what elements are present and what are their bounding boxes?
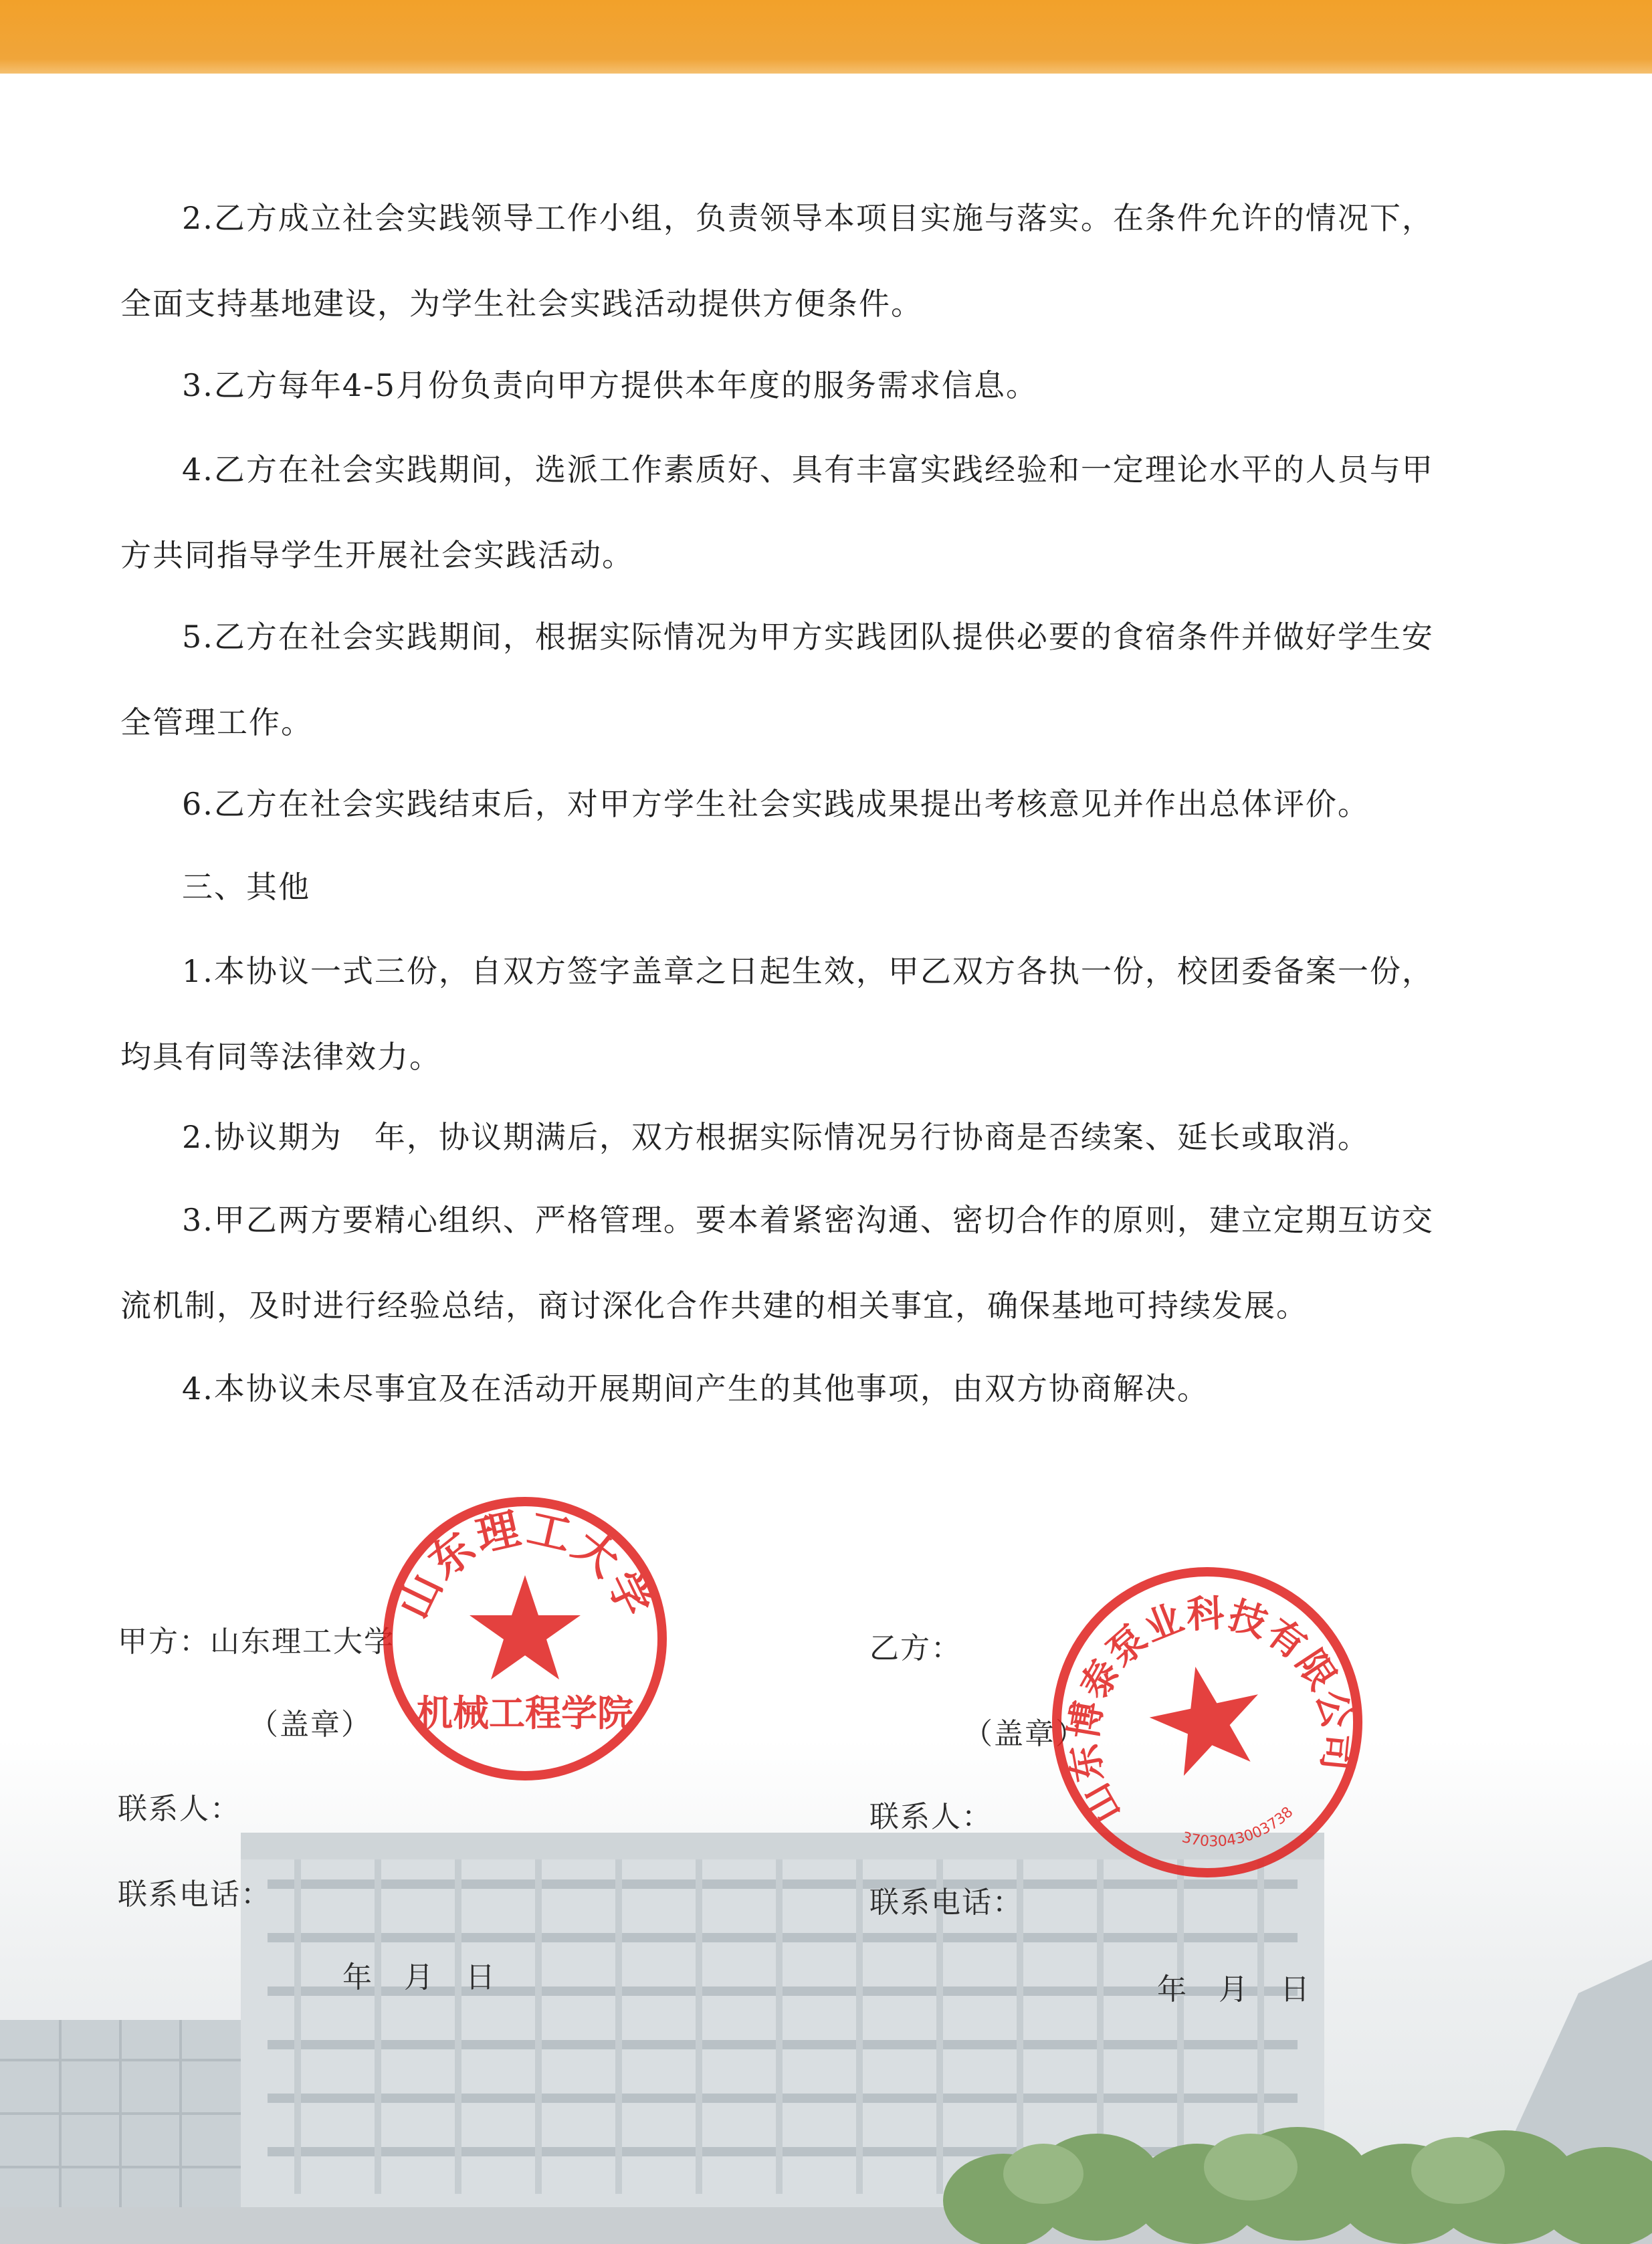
clause-line: 4.本协议未尽事宜及在活动开展期间产生的其他事项，由双方协商解决。 xyxy=(182,1370,1209,1407)
party-a-phone: 联系电话： xyxy=(118,1877,272,1912)
clause-line: 全面支持基地建设，为学生社会实践活动提供方便条件。 xyxy=(120,286,923,322)
seal-a-arc-text: 山东理工大学 xyxy=(388,1503,662,1627)
clause-o1 xyxy=(120,928,1512,1100)
clause-line: 3.乙方每年4-5月份负责向甲方提供本年度的服务需求信息。 xyxy=(182,367,1038,403)
party-a-date: 年 月 日 xyxy=(342,1960,496,1995)
clause-line: 5.乙方在社会实践期间，根据实际情况为甲方实践团队提供必要的食宿条件并做好学生安 xyxy=(182,619,1434,655)
section-heading-other xyxy=(120,844,1512,930)
party-a-label: 甲方：山东理工大学 xyxy=(118,1625,395,1659)
company-seal-stamp xyxy=(1043,1558,1371,1886)
party-b-label: 乙方： xyxy=(869,1631,962,1665)
university-seal-stamp xyxy=(375,1488,676,1789)
party-b-date: 年 月 日 xyxy=(1157,1972,1311,2007)
clause-b3 xyxy=(120,342,1512,428)
party-b-phone: 联系电话： xyxy=(869,1885,1023,1920)
party-b-contact: 联系人： xyxy=(869,1800,993,1834)
clause-o3 xyxy=(120,1177,1512,1348)
clause-b5 xyxy=(120,594,1512,765)
party-b-seal-label: （盖章） xyxy=(963,1717,1086,1751)
section-heading: 三、其他 xyxy=(182,869,310,905)
clause-line: 1.本协议一式三份，自双方签字盖章之日起生效，甲乙双方各执一份，校团委备案一份， xyxy=(182,953,1434,989)
clause-b2 xyxy=(120,175,1512,346)
seal-a-bottom-text: 机械工程学院 xyxy=(417,1692,633,1734)
clause-line: 方共同指导学生开展社会实践活动。 xyxy=(120,537,634,573)
seal-b-code: 3703043003738 xyxy=(1180,1803,1297,1851)
party-a-seal-label: （盖章） xyxy=(249,1708,372,1742)
clause-line: 2.乙方成立社会实践领导工作小组，负责领导本项目实施与落实。在条件允许的情况下， xyxy=(182,200,1434,236)
clause-line: 3.甲乙两方要精心组织、严格管理。要本着紧密沟通、密切合作的原则，建立定期互访交 xyxy=(182,1202,1434,1238)
clause-line: 2.协议期为 年，协议期满后，双方根据实际情况另行协商是否续案、延长或取消。 xyxy=(182,1119,1370,1155)
clause-b6 xyxy=(120,761,1512,847)
clause-line: 流机制，及时进行经验总结，商讨深化合作共建的相关事宜，确保基地可持续发展。 xyxy=(120,1288,1308,1324)
party-a-contact: 联系人： xyxy=(118,1792,241,1826)
clause-line: 均具有同等法律效力。 xyxy=(120,1039,441,1075)
clause-b4 xyxy=(120,427,1512,598)
seal-b-arc-text: 山东博泰泵业科技有限公司 xyxy=(1061,1591,1361,1831)
clause-line: 6.乙方在社会实践结束后，对甲方学生社会实践成果提出考核意见并作出总体评价。 xyxy=(182,786,1370,822)
clause-o2 xyxy=(120,1094,1512,1180)
clause-line: 4.乙方在社会实践期间，选派工作素质好、具有丰富实践经验和一定理论水平的人员与甲 xyxy=(182,451,1434,488)
clause-o4 xyxy=(120,1346,1512,1431)
clause-line: 全管理工作。 xyxy=(120,704,313,740)
